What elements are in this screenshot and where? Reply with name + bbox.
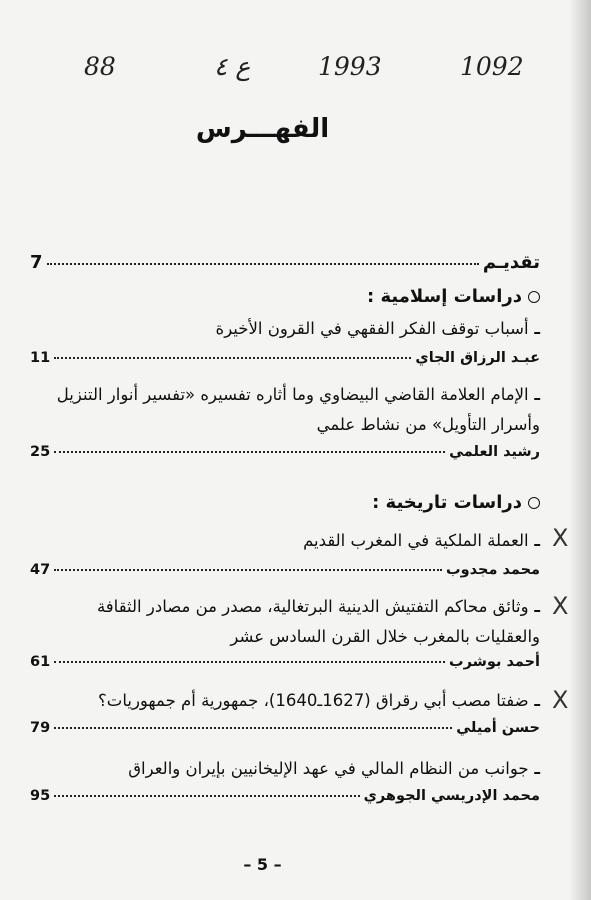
article-entry <box>30 562 540 578</box>
article-page: 25 <box>30 444 51 460</box>
intro-page: 7 <box>30 252 43 273</box>
toc-intro <box>30 252 540 273</box>
dot-leader <box>54 661 445 663</box>
article-entry <box>30 350 540 366</box>
article-author: رشيد العلمي <box>449 444 540 460</box>
article-title: ـ الإمام العلامة القاضي البيضاوي وما أثاره تفسيره «تفسير أنوار التنزيل وأسرار التأويل» من نشاط علمي <box>56 385 540 434</box>
article-title: ـ أسباب توقف الفكر الفقهي في القرون الأخيرة <box>215 319 540 338</box>
article-entry <box>30 444 540 460</box>
bullet-circle-icon <box>528 291 540 303</box>
article-page: 61 <box>30 654 51 670</box>
page-edge-shadow <box>569 0 591 900</box>
margin-x-mark: X <box>552 686 569 714</box>
article-title: ـ ضفتا مصب أبي رقراق (1627ـ1640)، جمهورية أم جمهوريات؟ <box>98 691 540 710</box>
margin-x-mark: X <box>552 592 569 620</box>
article-page: 95 <box>30 788 51 804</box>
page-number: – 5 – <box>243 855 282 874</box>
article-author: حسن أميلي <box>456 720 540 736</box>
article-entry <box>30 654 540 670</box>
article-title: ـ وثائق محاكم التفتيش الدينية البرتغالية، مصدر من مصادر الثقافة والعقليات بالمغرب خلال القرن السادس عشر <box>96 597 540 646</box>
bullet-circle-icon <box>528 497 540 509</box>
section-heading: دراسات إسلامية : <box>30 286 540 307</box>
article-title: ـ جوانب من النظام المالي في عهد الإليخانيين بإيران والعراق <box>128 759 540 778</box>
article-page: 79 <box>30 720 51 736</box>
article-title: ـ العملة الملكية في المغرب القديم <box>303 531 540 550</box>
handwritten-year: 1993 <box>318 52 382 81</box>
dot-leader <box>54 569 442 571</box>
dot-leader <box>54 727 452 729</box>
handwritten-issue: ع ٤ <box>214 52 251 81</box>
handwritten-code: 1092 <box>460 52 524 81</box>
dot-leader <box>54 795 359 797</box>
intro-label: تقديـم <box>482 252 540 273</box>
dot-leader <box>54 357 411 359</box>
article-author: أحمد بوشرب <box>449 654 540 670</box>
handwritten-number-left: 88 <box>84 52 116 81</box>
page-title: الفهـــرس <box>195 114 330 144</box>
article-page: 47 <box>30 562 51 578</box>
article-author: محمد الإدريسي الجوهري <box>363 788 540 804</box>
article-author: عبـد الرزاق الجاي <box>415 350 540 366</box>
article-author: محمد مجدوب <box>446 562 540 578</box>
article-page: 11 <box>30 350 51 366</box>
margin-x-mark: X <box>552 524 569 552</box>
dot-leader <box>54 451 445 453</box>
dot-leader <box>47 263 479 265</box>
article-entry <box>30 720 540 736</box>
section-heading: دراسات تاريخية : <box>30 492 540 513</box>
article-entry <box>30 788 540 804</box>
